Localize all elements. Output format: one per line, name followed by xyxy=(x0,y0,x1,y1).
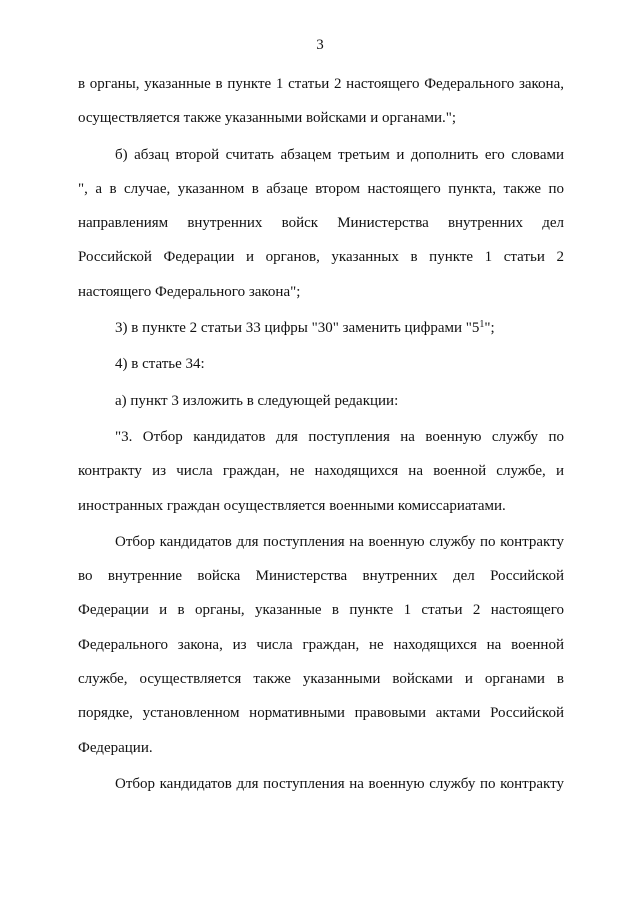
paragraph-quote-start xyxy=(78,420,564,523)
text-line: направлениям внутренних войск Министерства внутренних дел xyxy=(78,215,564,232)
text-line: Федерации и в органы, указанные в пункте 1 статьи 2 настоящего xyxy=(78,602,564,619)
paragraph-subitem-a: а) пункт 3 изложить в следующей редакции: xyxy=(115,392,399,409)
text-line: настоящего Федерального закона"; xyxy=(78,283,301,300)
paragraph-subitem-b xyxy=(78,138,564,309)
text-line: в органы, указанные в пункте 1 статьи 2 настоящего Федерального закона, xyxy=(78,76,564,92)
text-fragment: "; xyxy=(484,320,495,337)
paragraph-item-4: 4) в статье 34: xyxy=(115,356,205,373)
text-line: Российской Федерации и органов, указанных в пункте 1 статьи 2 xyxy=(78,249,564,266)
page-number: 3 xyxy=(316,37,324,53)
text-fragment: 3) в пункте 2 статьи 33 цифры "30" заменить цифрами "5 xyxy=(115,320,480,337)
paragraph-item-3 xyxy=(78,311,564,345)
text-line: Федерального закона, из числа граждан, не находящихся на военной xyxy=(78,636,564,653)
text-line: осуществляется также указанными войсками и органами."; xyxy=(78,110,457,127)
text-line: иностранных граждан осуществляется военными комиссариатами. xyxy=(78,497,506,514)
text-line: контракту из числа граждан, не находящихся на военной службе, и xyxy=(78,463,564,480)
text-line: Отбор кандидатов для поступления на военную службу по контракту xyxy=(115,533,564,550)
text-line: б) абзац второй считать абзацем третьим и дополнить его словами xyxy=(115,146,564,163)
text-line: службе, осуществляется также указанными войсками и органами в xyxy=(78,671,564,688)
paragraph-selection-internal-troops xyxy=(78,525,564,765)
superscript: 1 xyxy=(479,319,485,331)
paragraph-continuation xyxy=(78,67,564,136)
document-body xyxy=(78,67,564,801)
text-line: Федерации. xyxy=(78,739,153,756)
paragraph-selection-continued xyxy=(78,767,564,801)
text-line: порядке, установленном нормативными правовыми актами Российской xyxy=(78,705,564,722)
text-line: во внутренние войска Министерства внутренних дел Российской xyxy=(78,568,564,585)
text-line: Отбор кандидатов для поступления на военную службу по контракту xyxy=(115,775,564,792)
text-line: ", а в случае, указанном в абзаце втором настоящего пункта, также по xyxy=(78,180,564,197)
text-line: "3. Отбор кандидатов для поступления на военную службу по xyxy=(115,428,564,445)
